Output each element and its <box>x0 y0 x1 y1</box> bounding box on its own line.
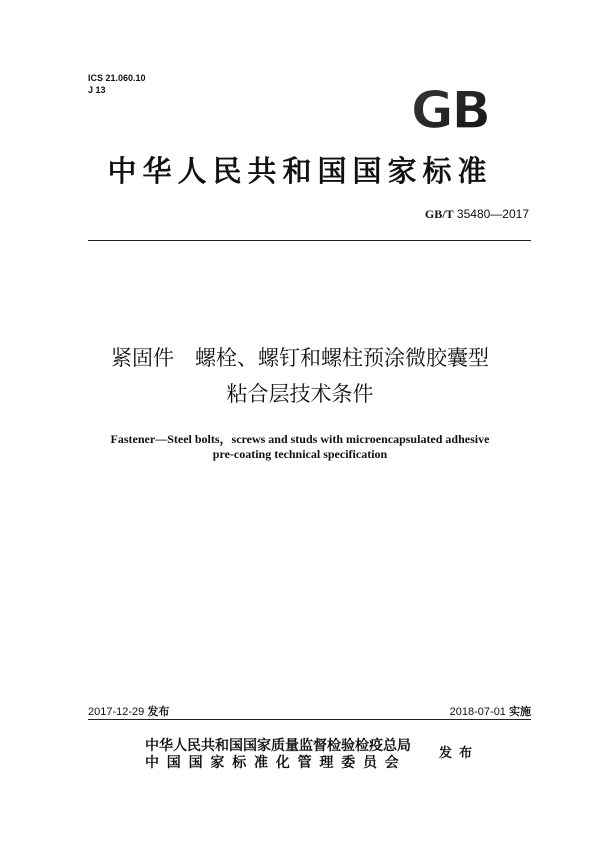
implement-date-value: 2018-07-01 <box>449 706 506 718</box>
issuer-sac: 中国国家标准化管理委员会 <box>145 755 407 771</box>
classification-codes <box>88 72 146 96</box>
issue-date-label: 发布 <box>147 706 170 718</box>
ccs-code: J 13 <box>88 85 106 95</box>
header-divider <box>88 240 531 241</box>
gb-logo-graphic <box>394 84 506 132</box>
en-title-line1: Fastener—Steel bolts，screws and studs with microencapsulated adhesive <box>110 432 490 446</box>
cn-title-line1: 紧固件 螺栓、螺钉和螺柱预涂微胶囊型 <box>111 346 489 370</box>
gb-logo-text: GB <box>410 84 490 132</box>
cn-title-line2: 粘合层技术条件 <box>226 382 374 406</box>
gb-logo <box>394 84 506 132</box>
footer-divider <box>88 719 531 720</box>
en-title-line2: pre-coating technical specification <box>212 447 388 461</box>
implement-date <box>450 703 531 719</box>
implement-date-label: 实施 <box>509 706 531 718</box>
issue-date-value: 2017-12-29 <box>88 706 145 718</box>
issuer-aqsiq: 中华人民共和国国家质量监督检验检疫总局 <box>145 738 411 754</box>
standard-code-prefix: GB/T <box>424 207 454 221</box>
issue-date <box>88 703 169 719</box>
standard-code <box>425 207 529 222</box>
publish-label: 发布 <box>439 746 480 761</box>
standard-code-number: 35480—2017 <box>456 207 529 221</box>
standard-type-heading: 中华人民共和国国家标准 <box>107 154 493 188</box>
ics-code: ICS 21.060.10 <box>88 73 146 83</box>
